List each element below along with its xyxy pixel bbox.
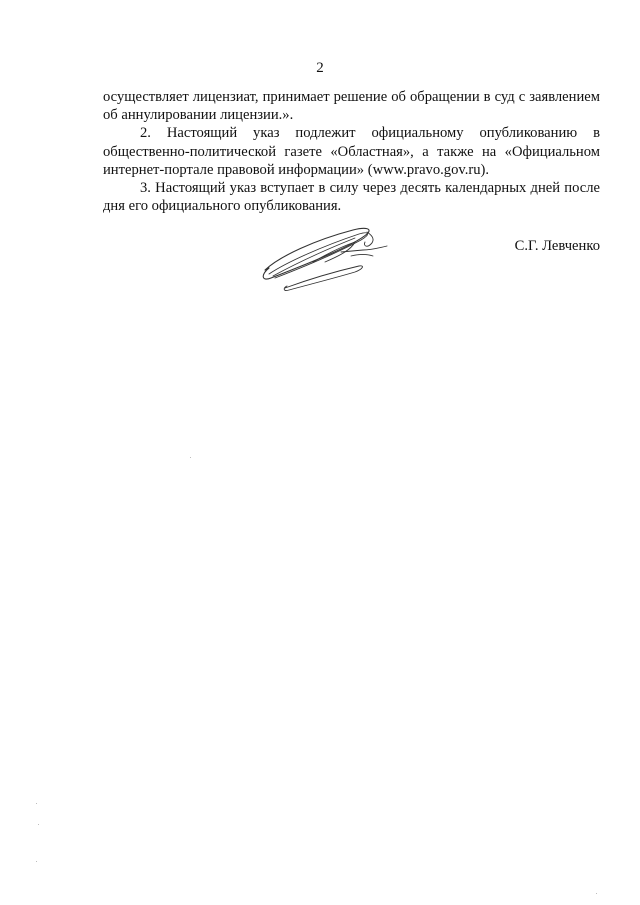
page-number: 2 [316, 60, 324, 76]
scan-speck [36, 803, 37, 804]
signature-strokes [263, 228, 387, 290]
paragraph-3-effective-date: 3. Настоящий указ вступает в силу через десять календарных дней после дня его официального опубликования. [103, 180, 600, 215]
scan-speck [36, 861, 37, 862]
signer-name: С.Г. Левченко [514, 238, 600, 254]
handwritten-signature [255, 222, 395, 294]
scan-speck [596, 893, 597, 894]
paragraph-1-continuation: осуществляет лицензиат, принимает решение об обращении в суд с заявлением об аннулировании лицензии.». [103, 89, 600, 124]
document-body [103, 88, 600, 215]
scan-speck [38, 824, 39, 825]
scan-speck [190, 457, 191, 458]
paragraph-2-publication: 2. Настоящий указ подлежит официальному опубликованию в общественно-политической газете «Областная», а также на «Официальном интернет-портале правовой информации» (www.pravo.gov.ru). [103, 125, 600, 178]
